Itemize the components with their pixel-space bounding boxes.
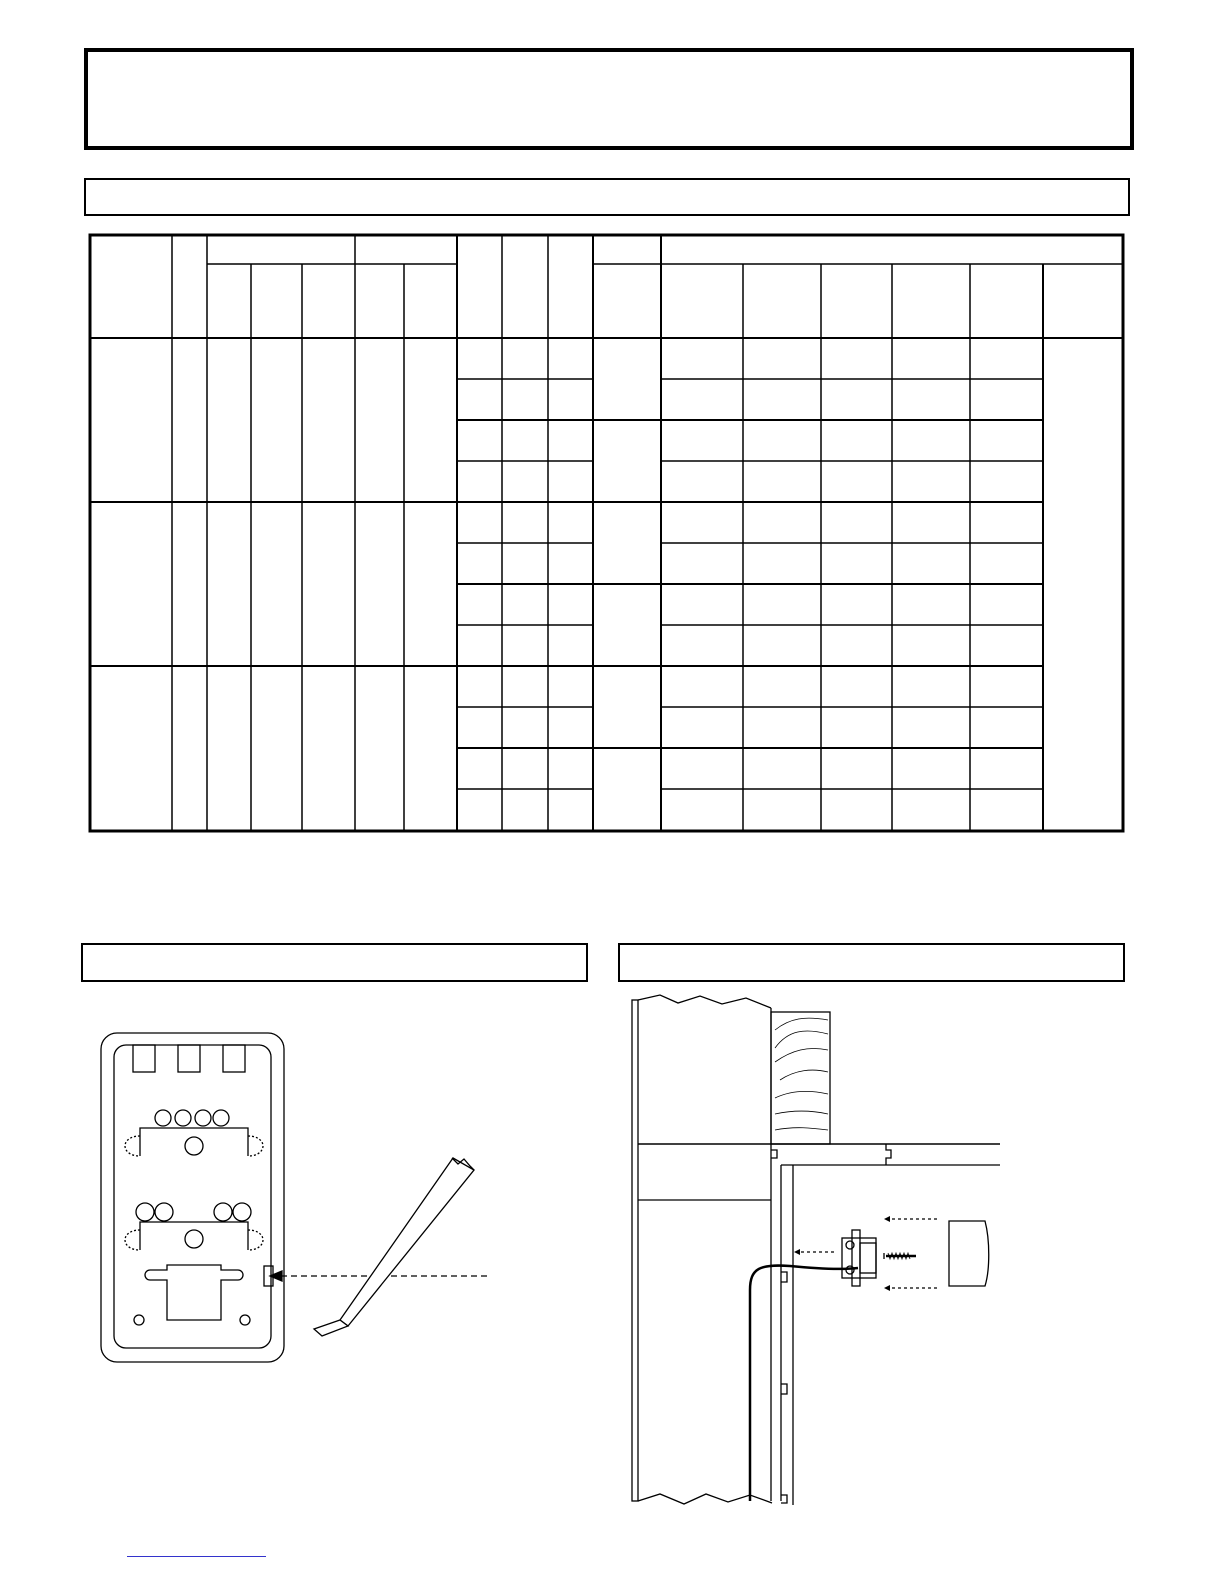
screw-icon — [884, 1253, 916, 1259]
screwdriver-icon — [314, 1158, 474, 1336]
wall-box — [852, 1230, 860, 1286]
switch-plate-figure — [0, 0, 600, 1585]
right-panel-header — [618, 943, 1125, 982]
right-panel-title — [620, 945, 1123, 961]
plate-inner — [114, 1045, 271, 1348]
cable — [750, 1266, 858, 1501]
plate-outer — [101, 1033, 284, 1362]
wood-beam — [771, 1012, 830, 1144]
footer-link-underline — [127, 1556, 266, 1557]
cover-cap — [949, 1221, 989, 1286]
wall-face — [632, 1000, 638, 1501]
